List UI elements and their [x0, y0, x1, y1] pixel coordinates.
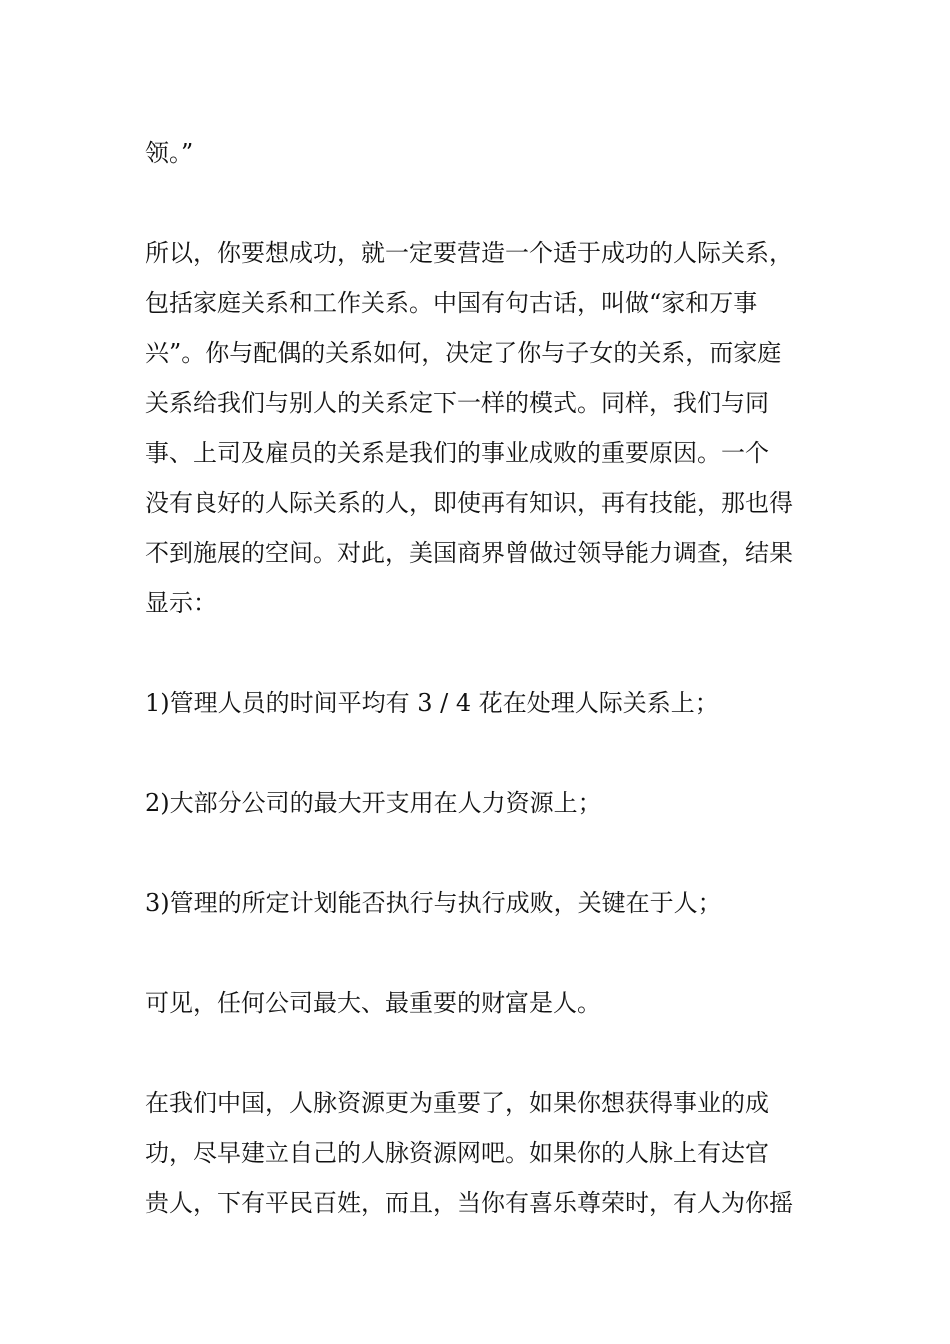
text-line: 包括家庭关系和工作关系。中国有句古话，叫做“家和万事	[145, 289, 758, 317]
text-line: 所以，你要想成功，就一定要营造一个适于成功的人际关系，	[145, 239, 793, 267]
text-line: 2)大部分公司的最大开支用在人力资源上；	[145, 789, 602, 817]
paragraph-relationships	[145, 228, 807, 628]
text-line: 事、上司及雇员的关系是我们的事业成败的重要原因。一个	[145, 439, 769, 467]
list-item-3	[145, 878, 807, 928]
paragraph-network	[145, 1078, 807, 1228]
text-line: 领。”	[145, 139, 194, 167]
text-line: 1)管理人员的时间平均有 3 / 4 花在处理人际关系上；	[145, 689, 719, 717]
document-body	[145, 128, 807, 1228]
text-line: 在我们中国，人脉资源更为重要了，如果你想获得事业的成	[145, 1089, 769, 1117]
paragraph-conclusion	[145, 978, 807, 1028]
paragraph-closing-quote	[145, 128, 807, 178]
list-item-1	[145, 678, 807, 728]
text-line: 没有良好的人际关系的人，即使再有知识，再有技能，那也得	[145, 489, 793, 517]
text-line: 功，尽早建立自己的人脉资源网吧。如果你的人脉上有达官	[145, 1139, 769, 1167]
text-line: 贵人，下有平民百姓，而且，当你有喜乐尊荣时，有人为你摇	[145, 1189, 793, 1217]
text-line: 可见，任何公司最大、最重要的财富是人。	[145, 989, 601, 1017]
text-line: 关系给我们与别人的关系定下一样的模式。同样，我们与同	[145, 389, 769, 417]
text-line: 不到施展的空间。对此，美国商界曾做过领导能力调查，结果	[145, 539, 793, 567]
list-item-2	[145, 778, 807, 828]
text-line: 显示：	[145, 589, 217, 617]
text-line: 3)管理的所定计划能否执行与执行成败，关键在于人；	[145, 889, 722, 917]
text-line: 兴”。你与配偶的关系如何，决定了你与子女的关系，而家庭	[145, 339, 782, 367]
